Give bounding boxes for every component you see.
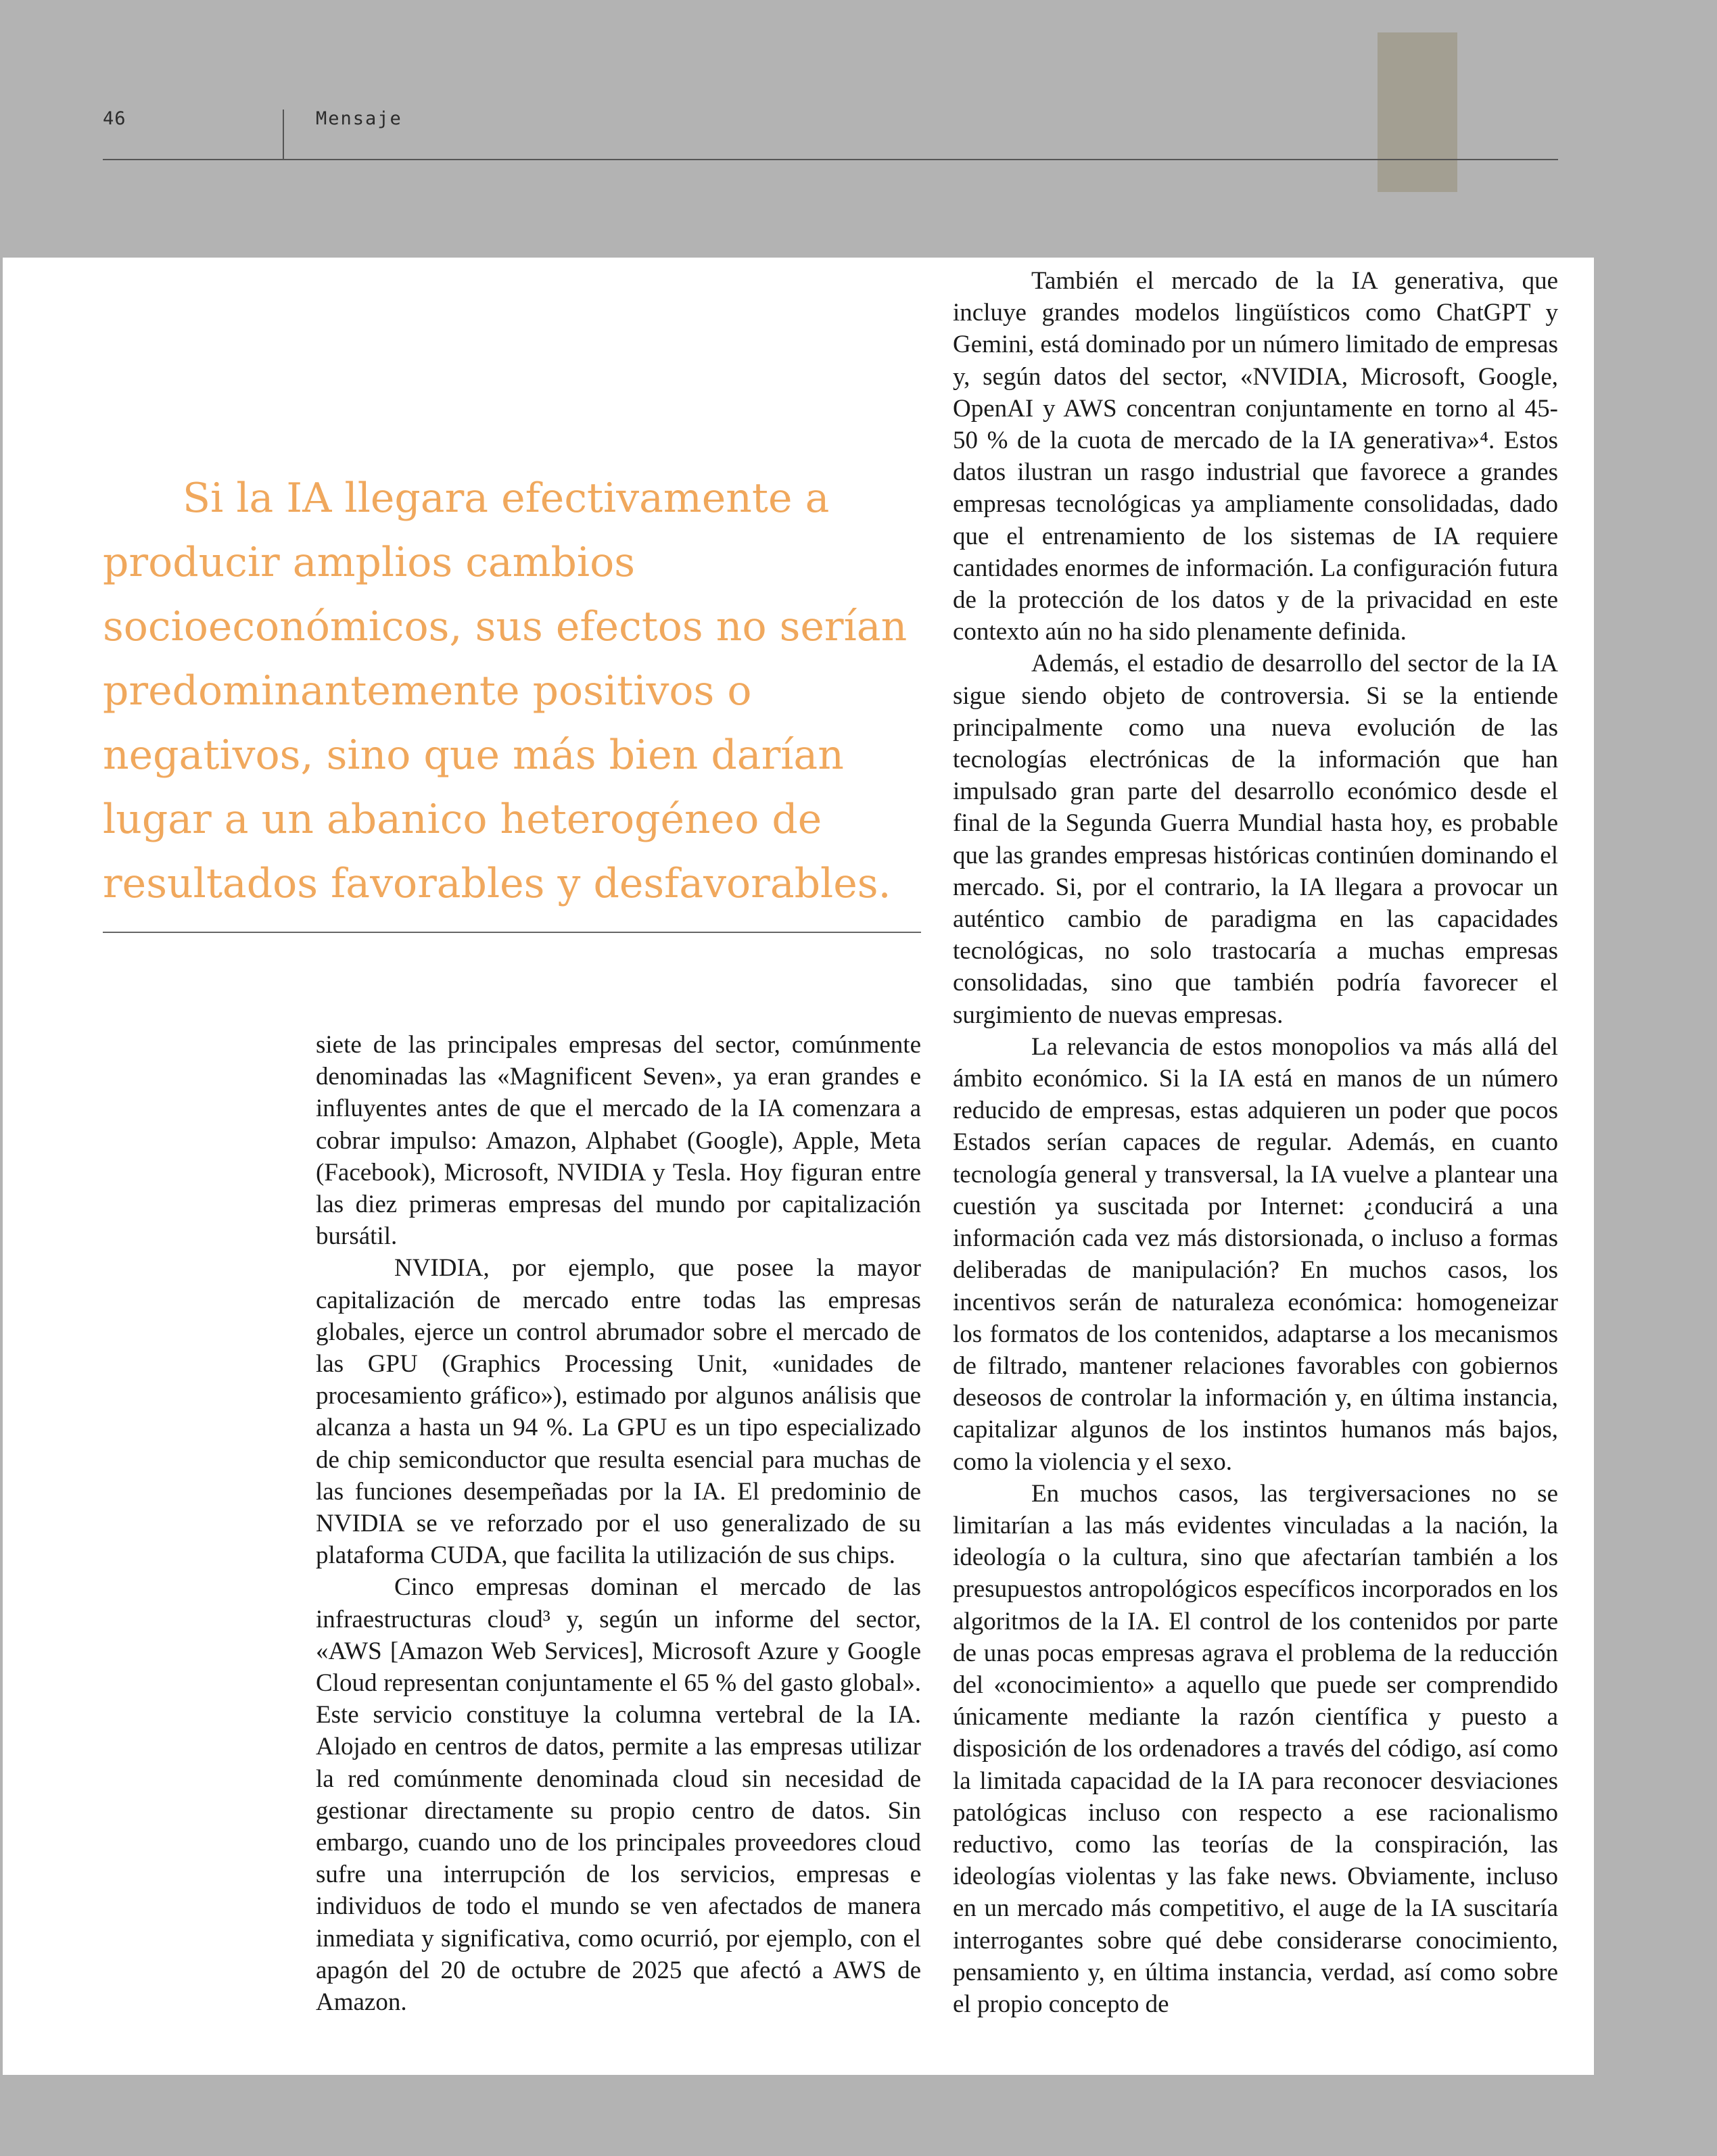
header-tab-marker bbox=[1378, 32, 1457, 192]
pull-quote-rule bbox=[103, 932, 921, 933]
section-label: Mensaje bbox=[316, 108, 402, 129]
page-number: 46 bbox=[103, 108, 126, 129]
body-paragraph: En muchos casos, las tergiversaciones no se limitarían a las más evidentes vinculadas a la nación, la ideología o la cultura, sino que afectarían también a los presupuestos antropológicos específicos incorporados en los algoritmos de la IA. El control de los contenidos por parte de unas pocas empresas agrava el problema de la reducción del «conocimiento» a aquello que puede ser comprendido únicamente mediante la razón científica y puesto a disposición de los ordenadores a través del código, así como la limitada capacidad de la IA para reconocer desviaciones patológicas incluso con respecto a ese racionalismo reductivo, como las teorías de la conspiración, las ideologías violentas y las fake news. Obviamente, incluso en un mercado más competitivo, el auge de la IA suscitaría interrogantes sobre qué debe considerarse conocimiento, pensamiento y, en última instancia, verdad, así como sobre el propio concepto de bbox=[953, 1479, 1558, 2018]
body-paragraph: La relevancia de estos monopolios va más allá del ámbito económico. Si la IA está en manos de un número reducido de empresas, estas adquieren un poder que pocos Estados serían capaces de regular. Además, en cuanto tecnología general y transversal, la IA vuelve a plantear una cuestión ya suscitada por Internet: ¿conducirá a una información cada vez más distorsionada, o incluso a formas deliberadas de manipulación? En muchos casos, los incentivos serán de naturaleza económica: homogeneizar los formatos de los contenidos, adaptarse a los mecanismos de filtrado, mantener relaciones favorables con gobiernos deseosos de controlar la información y, en última instancia, capitalizar algunos de los instintos humanos más bajos, como la violencia y el sexo. bbox=[953, 1032, 1558, 1476]
body-paragraph: siete de las principales empresas del sector, comúnmente denominadas las «Magnificent Seven», ya eran grandes e influyentes antes de que el mercado de la IA comenzara a cobrar impulso: Amazon, Alphabet (Google), Apple, Meta (Facebook), Microsoft, NVIDIA y Tesla. Hoy figuran entre las diez primeras empresas del mundo por capitalización bursátil. bbox=[316, 1031, 921, 1251]
pull-quote: Si la IA llegara efectivamente a producir amplios cambios socioeconómicos, sus efectos no serían predominantemente positivos o negativos, sino que más bien darían lugar a un abanico heterogéneo de resultados favorables y desfavorables. bbox=[103, 475, 908, 907]
right-text-column bbox=[953, 265, 1558, 2020]
header-rule bbox=[103, 159, 1558, 160]
body-paragraph: NVIDIA, por ejemplo, que posee la mayor capitalización de mercado entre todas las empresas globales, ejerce un control abrumador sobre el mercado de las GPU (Graphics Processing Unit, «unidades de procesamiento gráfico»), estimado por algunos análisis que alcanza a hasta un 94 %. La GPU es un tipo especializado de chip semiconductor que resulta esencial para muchas de las funciones desempeñadas por la IA. El predominio de NVIDIA se ve reforzado por el uso generalizado de su plataforma CUDA, que facilita la utilización de sus chips. bbox=[316, 1254, 921, 1570]
body-paragraph: También el mercado de la IA generativa, que incluye grandes modelos lingüísticos como ChatGPT y Gemini, está dominado por un número limitado de empresas y, según datos del sector, «NVIDIA, Microsoft, Google, OpenAI y AWS concentran conjuntamente en torno al 45-50 % de la cuota de mercado de la IA generativa»⁴. Estos datos ilustran un rasgo industrial que favorece a grandes empresas tecnológicas ya ampliamente consolidadas, dado que el entrenamiento de los sistemas de IA requiere cantidades enormes de información. La configuración futura de la protección de los datos y de la privacidad en este contexto aún no ha sido plenamente definida. bbox=[953, 267, 1558, 646]
body-paragraph: Además, el estadio de desarrollo del sector de la IA sigue siendo objeto de controversia. Si se la entiende principalmente como una nueva evolución de las tecnologías electrónicas de la información que han impulsado gran parte del desarrollo económico desde el final de la Segunda Guerra Mundial hasta hoy, es probable que las grandes empresas históricas continúen dominando el mercado. Si, por el contrario, la IA llegara a provocar un auténtico cambio de paradigma en las capacidades tecnológicas, no solo trastocaría a muchas empresas consolidadas, sino que también podría favorecer el surgimiento de nuevas empresas. bbox=[953, 650, 1558, 1029]
left-text-column bbox=[316, 1029, 921, 2018]
header-divider bbox=[283, 110, 284, 160]
body-paragraph: Cinco empresas dominan el mercado de las infraestructuras cloud³ y, según un informe del sector, «AWS [Amazon Web Services], Microsoft Azure y Google Cloud representan conjuntamente el 65 % del gasto global». Este servicio constituye la columna vertebral de la IA. Alojado en centros de datos, permite a las empresas utilizar la red comúnmente denominada cloud sin necesidad de gestionar directamente su propio centro de datos. Sin embargo, cuando uno de los principales proveedores cloud sufre una interrupción de los servicios, empresas e individuos de todo el mundo se ven afectados de manera inmediata y significativa, como ocurrió, por ejemplo, con el apagón del 20 de octubre de 2025 que afectó a AWS de Amazon. bbox=[316, 1573, 921, 2017]
